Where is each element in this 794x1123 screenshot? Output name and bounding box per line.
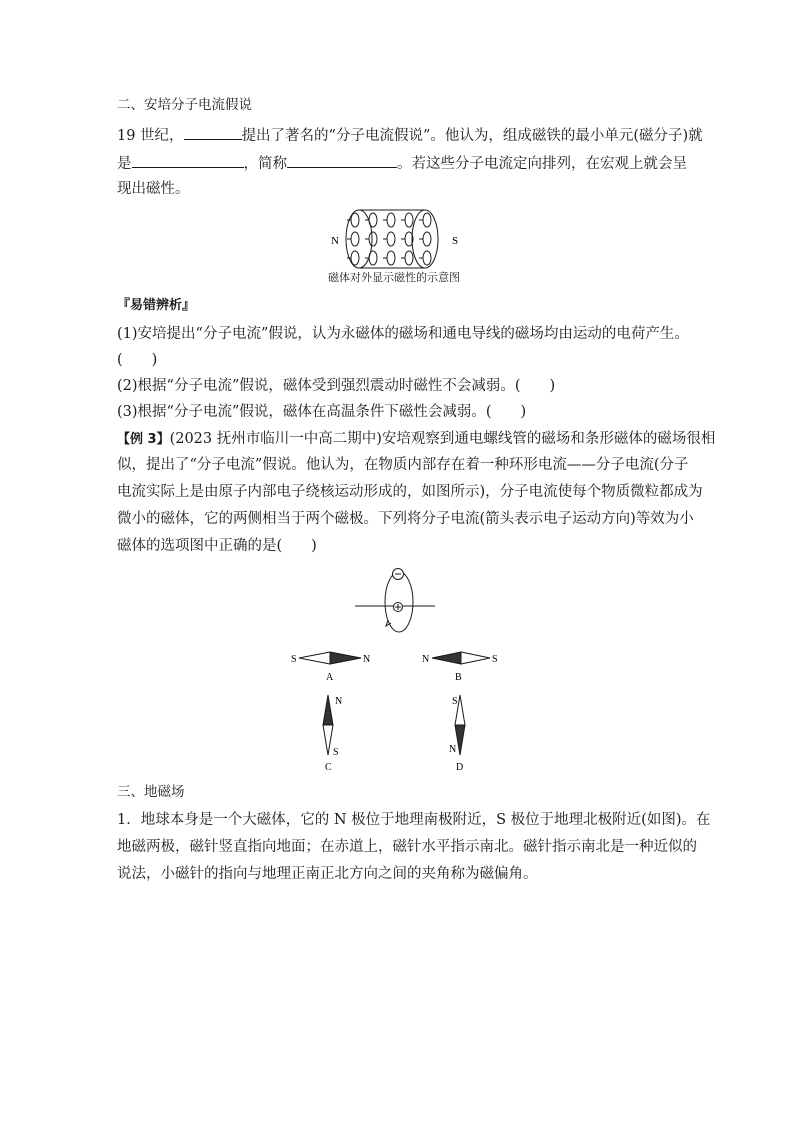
option-A-right-label: N <box>363 654 371 665</box>
molecular-current-loop <box>369 213 377 227</box>
example-line: 电流实际上是由原子内部电子绕核运动形成的，如图所示)，分子电流使每个物质微粒都成为 <box>117 484 703 500</box>
paragraph-line: 地磁两极，磁针竖直指向地面；在赤道上，磁针水平指示南北。磁针指示南北是一种近似的 <box>117 839 697 855</box>
mistake-item-1: (1)安培提出“分子电流”假说，认为永磁体的磁场和通电导线的磁场均由运动的电荷产生。 <box>117 326 689 342</box>
option-B-right-label: S <box>492 654 498 665</box>
molecular-current-loop <box>351 213 359 227</box>
molecular-current-loop <box>423 251 431 265</box>
option-D-compass[interactable] <box>449 695 465 773</box>
molecular-current-loop <box>369 251 377 265</box>
figure-caption: 磁体对外显示磁性的示意图 <box>328 271 460 284</box>
molecular-current-loop <box>423 213 431 227</box>
molecular-current-loop <box>405 213 413 227</box>
paragraph-line: 1．地球本身是一个大磁体，它的 N 极位于地理南极附近，S 极位于地理北极附近(如图)。在 <box>117 812 711 828</box>
molecular-current-loop <box>369 232 377 246</box>
option-D-bottom-label: N <box>449 744 457 755</box>
molecular-current-loop <box>351 251 359 265</box>
option-C-top-label: N <box>335 696 343 707</box>
option-A-left-label: S <box>291 654 297 665</box>
option-D-top-label: S <box>452 696 458 707</box>
paragraph-line: 19 世纪， 提出了著名的“分子电流假说”。他认为，组成磁铁的最小单元(磁分子)就 <box>117 124 703 146</box>
option-C-letter: C <box>325 762 332 773</box>
electron-orbit-options-figure <box>255 562 515 777</box>
answer-paren[interactable]: ( ) <box>117 352 158 368</box>
molecular-current-loop <box>387 251 395 265</box>
option-B-compass[interactable] <box>422 652 498 683</box>
magnet-molecular-current-figure <box>325 205 465 271</box>
example-line: 微小的磁体，它的两侧相当于两个磁极。下列将分子电流(箭头表示电子运动方向)等效为小 <box>117 511 694 527</box>
mistake-item-2: (2)根据“分子电流”假说，磁体受到强烈震动时磁性不会减弱。( ) <box>117 378 556 394</box>
mistake-item-3: (3)根据“分子电流”假说，磁体在高温条件下磁性会减弱。( ) <box>117 404 527 420</box>
option-B-left-label: N <box>422 654 430 665</box>
paragraph-line: 现出磁性。 <box>117 181 190 197</box>
molecular-current-loop <box>423 232 431 246</box>
electron-orbit <box>355 569 435 633</box>
option-C-bottom-label: S <box>333 747 339 758</box>
example-line: 磁体的选项图中正确的是( ) <box>117 538 317 554</box>
example-line: 【例 3】(2023 抚州市临川一中高二期中)安培观察到通电螺线管的磁场和条形磁体的磁场很相 <box>117 431 716 447</box>
option-A-compass[interactable] <box>291 652 370 683</box>
molecular-current-loop <box>387 232 395 246</box>
section-heading-geomagnetic: 三、地磁场 <box>117 784 185 800</box>
option-A-letter: A <box>326 672 334 683</box>
figure-right-pole-label: S <box>452 235 459 247</box>
paragraph-line: 是 ，简称 。若这些分子电流定向排列，在宏观上就会呈 <box>117 152 687 174</box>
option-B-letter: B <box>455 672 462 683</box>
paragraph-line: 说法，小磁针的指向与地理正南正北方向之间的夹角称为磁偏角。 <box>117 866 538 882</box>
fill-blank[interactable] <box>287 152 397 168</box>
mistake-analysis-title: 『易错辨析』 <box>117 298 196 313</box>
option-D-letter: D <box>456 762 464 773</box>
section-heading-ampere: 二、安培分子电流假说 <box>117 97 252 113</box>
example-line: 似，提出了“分子电流”假说。他认为，在物质内部存在着一种环形电流——分子电流(分子 <box>117 457 689 473</box>
figure-left-pole-label: N <box>331 235 339 247</box>
molecular-current-loop <box>351 232 359 246</box>
molecular-current-loop <box>387 213 395 227</box>
fill-blank[interactable] <box>132 152 244 168</box>
fill-blank[interactable] <box>184 124 242 140</box>
option-C-compass[interactable] <box>323 695 342 773</box>
molecular-current-loop <box>405 251 413 265</box>
example-tag: 【例 3】 <box>117 432 170 447</box>
